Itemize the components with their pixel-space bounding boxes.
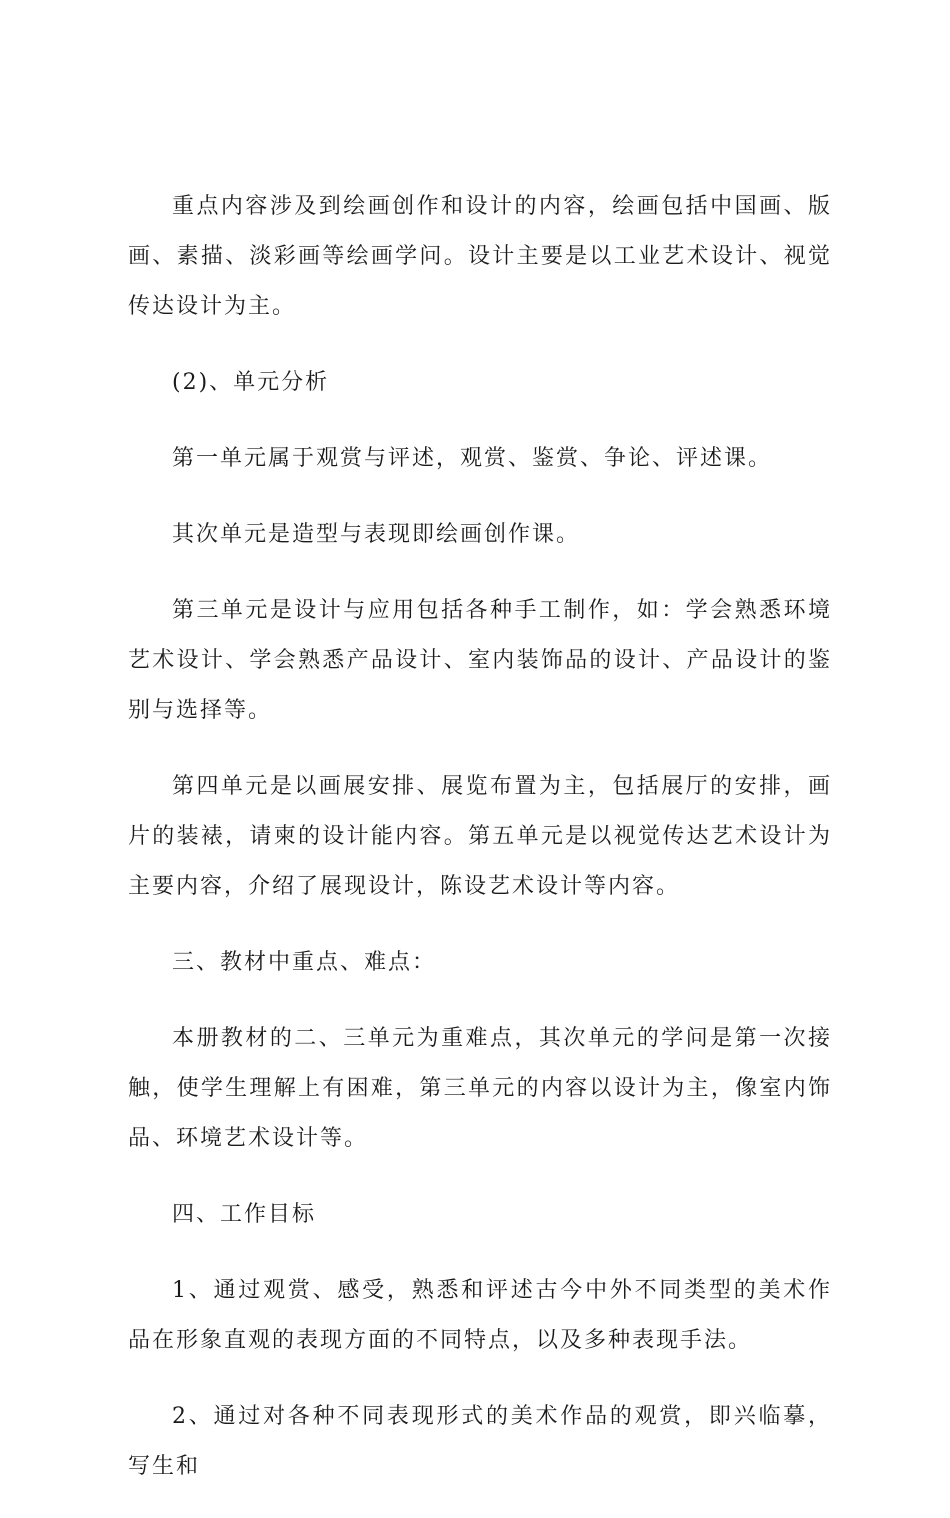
heading-key-difficult-points: 三、教材中重点、难点： bbox=[172, 950, 437, 975]
paragraph-unit-2: 其次单元是造型与表现即绘画创作课。 bbox=[172, 522, 581, 547]
paragraph-key-content: 重点内容涉及到绘画创作和设计的内容，绘画包括中国画、版画、素描、淡彩画等绘画学问。设计主要是以工业艺术设计、视觉传达设计为主。 bbox=[128, 194, 832, 319]
paragraph-goal-2: 2、通过对各种不同表现形式的美术作品的观赏，即兴临摹，写生和 bbox=[128, 1404, 832, 1479]
paragraph-unit-4-5: 第四单元是以画展安排、展览布置为主，包括展厅的安排，画片的装裱，请柬的设计能内容。第五单元是以视觉传达艺术设计为主要内容，介绍了展现设计，陈设艺术设计等内容。 bbox=[128, 774, 832, 899]
paragraph-difficult-points: 本册教材的二、三单元为重难点，其次单元的学问是第一次接触，使学生理解上有困难，第三单元的内容以设计为主，像室内饰品、环境艺术设计等。 bbox=[128, 1026, 832, 1151]
paragraph-unit-3: 第三单元是设计与应用包括各种手工制作，如：学会熟悉环境艺术设计、学会熟悉产品设计、室内装饰品的设计、产品设计的鉴别与选择等。 bbox=[128, 598, 832, 723]
paragraph-unit-1: 第一单元属于观赏与评述，观赏、鉴赏、争论、评述课。 bbox=[172, 446, 773, 471]
paragraph-goal-1: 1、通过观赏、感受，熟悉和评述古今中外不同类型的美术作品在形象直观的表现方面的不同特点，以及多种表现手法。 bbox=[128, 1278, 832, 1353]
heading-unit-analysis: (2)、单元分析 bbox=[172, 370, 330, 395]
heading-work-goals: 四、工作目标 bbox=[172, 1202, 317, 1227]
document-body bbox=[128, 182, 832, 1518]
